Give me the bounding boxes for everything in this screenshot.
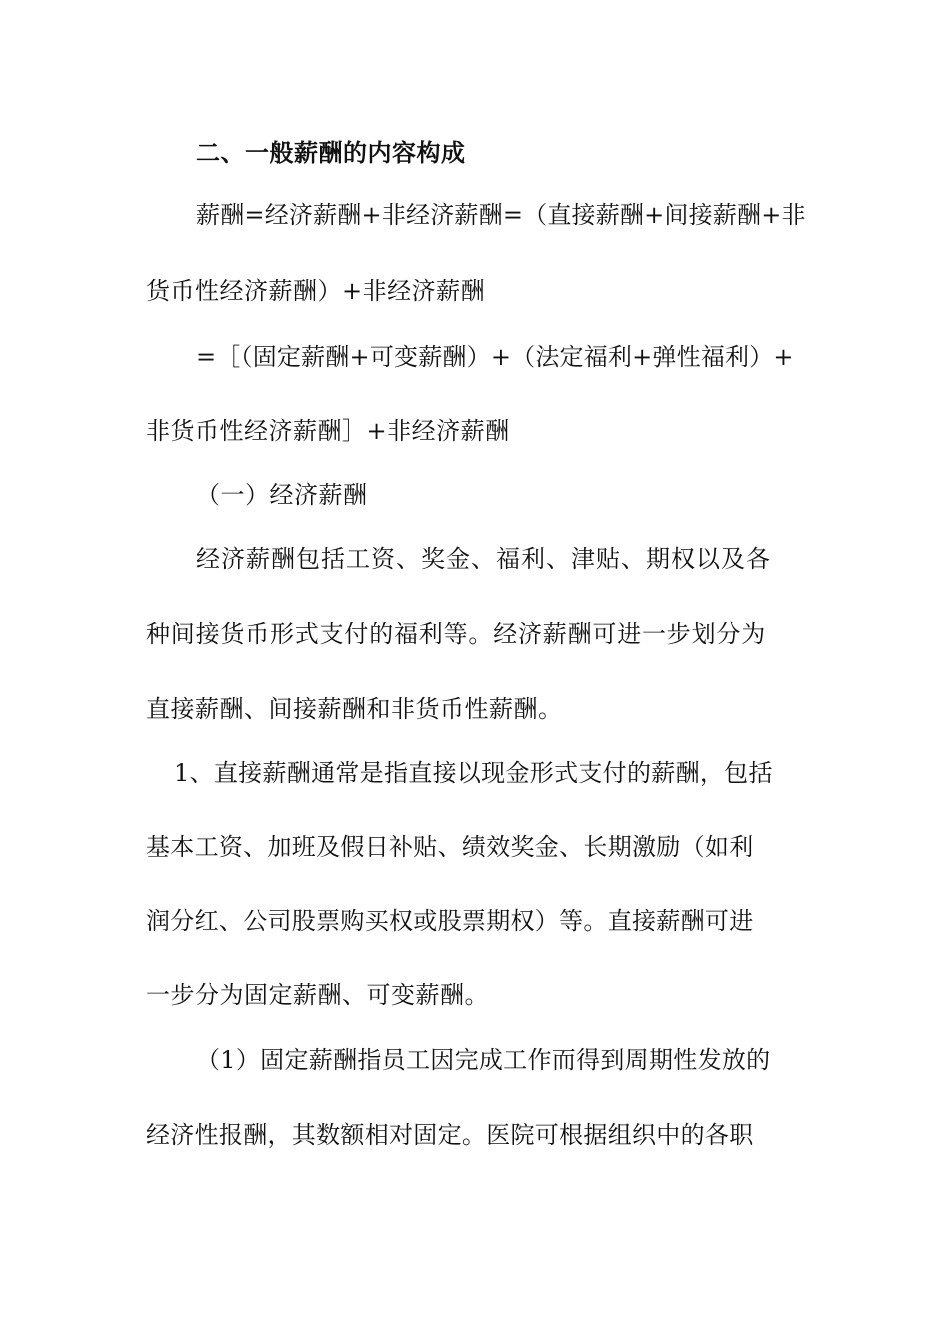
formula-line-3: =［（固定薪酬+可变薪酬）+（法定福利+弹性福利）+	[196, 343, 794, 371]
formula-line-2: 货币性经济薪酬）+非经济薪酬	[146, 277, 486, 305]
sub-item-line: （1）固定薪酬指员工因完成工作而得到周期性发放的	[196, 1046, 771, 1074]
section-heading: 二、一般薪酬的内容构成	[196, 139, 466, 167]
formula-line-1: 薪酬=经济薪酬+非经济薪酬=（直接薪酬+间接薪酬+非	[196, 201, 806, 229]
paragraph-line: 种间接货币形式支付的福利等。经济薪酬可进一步划分为	[146, 620, 766, 648]
list-item-line: 1、直接薪酬通常是指直接以现金形式支付的薪酬，包括	[174, 759, 773, 787]
paragraph-line: 直接薪酬、间接薪酬和非货币性薪酬。	[146, 695, 563, 723]
sub-item-line: 经济性报酬，其数额相对固定。医院可根据组织中的各职	[146, 1121, 754, 1149]
list-item-line: 基本工资、加班及假日补贴、绩效奖金、长期激励（如利	[146, 833, 754, 861]
list-item-line: 一步分为固定薪酬、可变薪酬。	[146, 981, 489, 1009]
subsection-title: （一）经济薪酬	[196, 481, 368, 509]
list-item-line: 润分红、公司股票购买权或股票期权）等。直接薪酬可进	[146, 907, 754, 935]
formula-line-4: 非货币性经济薪酬］+非经济薪酬	[146, 417, 510, 445]
paragraph-line: 经济薪酬包括工资、奖金、福利、津贴、期权以及各	[196, 545, 771, 573]
